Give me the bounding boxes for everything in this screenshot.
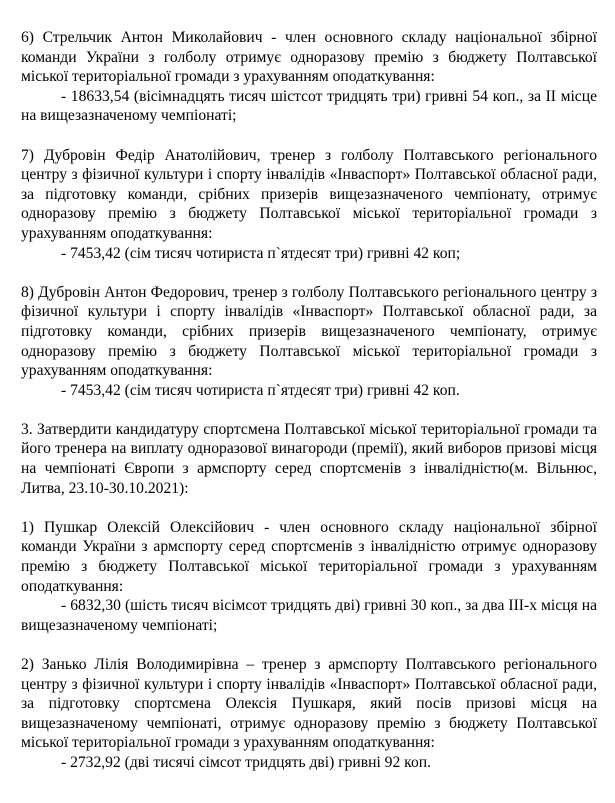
paragraph-text: 7) Дубровін Федір Анатолійович, тренер з голболу Полтавського регіонального центру з фізичної культури і спорту інвалідів «Інваспорт» Полтавської обласної ради, за підготовку команди, срібних призерів вищезазначеного чемпіонату, отримує одноразову премію з бюджету Полтавської міської територіальної громади з урахуванням оподаткування: [21, 146, 597, 242]
paragraph-amount: - 2732,92 (дві тисячі сімсот тридцять дві) гривні 92 коп. [61, 753, 432, 771]
paragraph-text: 8) Дубровін Антон Федорович, тренер з голболу Полтавського регіонального центру з фізичної культури і спорту інвалідів «Інваспорт» Полтавської обласної ради, за підготовку команди, срібних призерів вищезазначеного чемпіонату, отримує одноразову премію з бюджету Полтавської міської територіальної громади з урахуванням оподаткування: [21, 283, 597, 380]
paragraph-item-6-strelchyk [21, 28, 597, 126]
paragraph-amount: - 7453,42 (сім тисяч чотириста п`ятдесят три) гривні 42 коп. [61, 381, 460, 399]
paragraph-text: 6) Стрельчик Антон Миколайович - член основного складу національної збірної команди України з голболу отримує одноразову премію з бюджету Полтавської міської територіальної громади з урахуванням оподаткування: [21, 29, 597, 86]
section-3-heading [21, 420, 597, 498]
paragraph-text: 2) Занько Лілія Володимирівна – тренер з армспорту Полтавського регіонального центру з фізичної культури і спорту інвалідів «Інваспорт» Полтавської обласної ради, за підготовку спортсмена Олексія Пушкаря, який посів призові місця на вищезазначеному чемпіонаті, отримує одноразову премію з бюджету Полтавської міської територіальної громади з урахуванням оподаткування: [21, 656, 597, 752]
paragraph-item-2-zanko [21, 655, 597, 773]
paragraph-item-7-dubrovin-fedir [21, 146, 597, 264]
paragraph-amount: - 18633,54 (вісімнадцять тисяч шістсот тридцять три) гривні 54 коп., за ІІ місце на вищезазначеному чемпіонаті; [21, 87, 597, 125]
paragraph-text: 1) Пушкар Олексій Олексійович - член основного складу національної збірної команди України з армспорту серед спортсменів з інвалідністю отримує одноразову премію з бюджету Полтавської міської територіальної громади з урахуванням оподаткування: [21, 518, 597, 595]
paragraph-amount: - 6832,30 (шість тисяч вісімсот тридцять дві) гривні 30 коп., за два ІІІ-х місця на вищезазначеному чемпіонаті; [21, 597, 597, 634]
paragraph-amount: - 7453,42 (сім тисяч чотириста п`ятдесят три) гривні 42 коп; [61, 244, 461, 262]
paragraph-item-8-dubrovin-anton [21, 283, 597, 401]
paragraph-text: 3. Затвердити кандидатуру спортсмена Полтавської міської територіальної громади та його тренера на виплату одноразової винагороди (премії), який виборов призові місця на чемпіонаті Європи з армспорту серед спортсменів з інвалідністю(м. Вільнюс, Литва, 23.10-30.10.2021): [21, 420, 597, 497]
document-page [21, 28, 597, 792]
paragraph-item-1-pushkar [21, 518, 597, 636]
